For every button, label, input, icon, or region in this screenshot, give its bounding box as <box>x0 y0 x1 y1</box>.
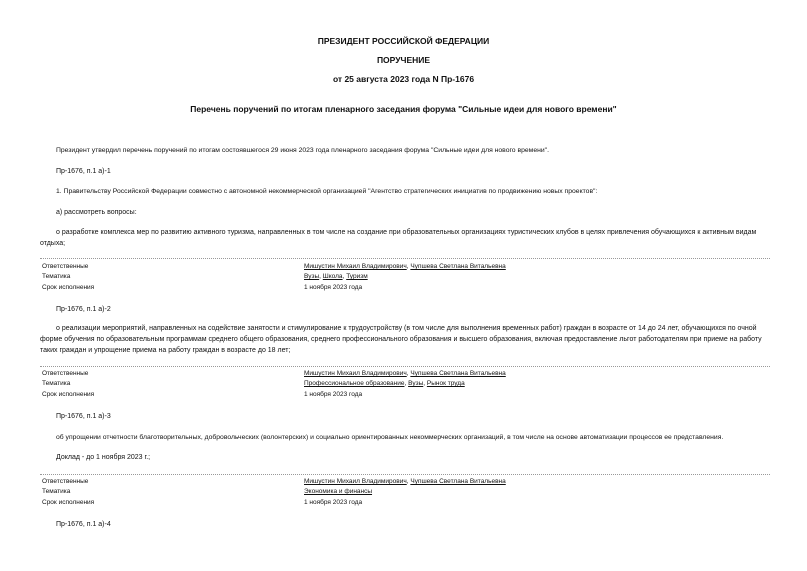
responsible-link[interactable]: Чупшева Светлана Витальевна <box>410 263 506 270</box>
report-deadline: Доклад - до 1 ноября 2023 г.; <box>56 454 151 461</box>
responsible-values: Мишустин Михаил Владимирович, Чупшева Светлана Витальевна <box>304 263 506 270</box>
divider <box>40 258 770 259</box>
responsible-values: Мишустин Михаил Владимирович, Чупшева Светлана Витальевна <box>304 370 506 377</box>
topic-link[interactable]: Школа <box>322 273 343 280</box>
responsible-link[interactable]: Чупшева Светлана Витальевна <box>410 478 506 485</box>
responsible-values: Мишустин Михаил Владимирович, Чупшева Светлана Витальевна <box>304 478 506 485</box>
topic-link[interactable]: Вузы <box>408 380 424 387</box>
header-date-number: от 25 августа 2023 года N Пр-1676 <box>332 74 475 84</box>
topic-link[interactable]: Вузы <box>304 273 320 280</box>
label-deadline: Срок исполнения <box>42 499 95 506</box>
subitem-paragraph: а) рассмотреть вопросы: <box>56 209 137 216</box>
responsible-link[interactable]: Чупшева Светлана Витальевна <box>410 370 506 377</box>
paragraph-nonprofit-reporting: об упрощении отчетности благотворительных, добровольческих (волонтерских) и социально ориентированных некоммерческих организаций, в том числе на основе автоматизации процессов ее представления. <box>56 434 724 441</box>
divider <box>40 474 770 475</box>
responsible-link[interactable]: Мишустин Михаил Владимирович <box>304 263 407 270</box>
topic-values: Вузы, Школа, Туризм <box>304 273 368 280</box>
deadline-value: 1 ноября 2023 года <box>304 284 363 291</box>
header-president: ПРЕЗИДЕНТ РОССИЙСКОЙ ФЕДЕРАЦИИ <box>317 36 490 46</box>
header-doc-type: ПОРУЧЕНИЕ <box>376 55 431 65</box>
responsible-link[interactable]: Мишустин Михаил Владимирович <box>304 478 407 485</box>
label-topic: Тематика <box>42 380 71 387</box>
paragraph-active-tourism: о разработке комплекса мер по развитию активного туризма, направленных в том числе на создание при образовательных организациях туристических клубов в целях привлечения обучающихся к активным видам отдыха; <box>40 229 757 247</box>
label-deadline: Срок исполнения <box>42 284 95 291</box>
intro-paragraph: Президент утвердил перечень поручений по итогам состоявшегося 29 июня 2023 года пленарного заседания форума "Сильные идеи для нового времени". <box>56 147 549 154</box>
deadline-value: 1 ноября 2023 года <box>304 499 363 506</box>
label-topic: Тематика <box>42 273 71 280</box>
reference-code: Пр-1676, п.1 а)-1 <box>56 168 111 175</box>
topic-link[interactable]: Экономика и финансы <box>304 488 373 495</box>
topic-link[interactable]: Туризм <box>346 273 368 280</box>
divider <box>40 366 770 367</box>
reference-code: Пр-1676, п.1 а)-2 <box>56 306 111 313</box>
label-deadline: Срок исполнения <box>42 391 95 398</box>
reference-code: Пр-1676, п.1 а)-4 <box>56 521 111 528</box>
paragraph-youth-employment: о реализации мероприятий, направленных на содействие занятости и стимулирование к трудоустройству (в том числе для выполнения временных работ) граждан в возрасте от 14 до 24 лет, обучающихся по очной форме обучения по образовательным программам среднего общего образования, среднего профессионального образования и высшего образования, включая предоставление льгот работодателям при приеме на работу таких граждан и упрощение приема на работу граждан в возрасте до 18 лет; <box>40 325 762 354</box>
topic-link[interactable]: Рынок труда <box>426 380 465 387</box>
topic-link[interactable]: Профессиональное образование <box>304 380 405 387</box>
item-paragraph: 1. Правительству Российской Федерации совместно с автономной некоммерческой организацией "Агентство стратегических инициатив по продвижению новых проектов": <box>56 188 598 195</box>
label-responsible: Ответственные <box>42 263 89 270</box>
label-responsible: Ответственные <box>42 478 89 485</box>
topic-values <box>304 488 372 495</box>
topic-values: Профессиональное образование, Вузы, Рынок труда <box>304 380 465 387</box>
label-responsible: Ответственные <box>42 370 89 377</box>
responsible-link[interactable]: Мишустин Михаил Владимирович <box>304 370 407 377</box>
label-topic: Тематика <box>42 488 71 495</box>
reference-code: Пр-1676, п.1 а)-3 <box>56 413 111 420</box>
document-title: Перечень поручений по итогам пленарного заседания форума "Сильные идеи для нового времени" <box>190 104 617 114</box>
deadline-value: 1 ноября 2023 года <box>304 391 363 398</box>
